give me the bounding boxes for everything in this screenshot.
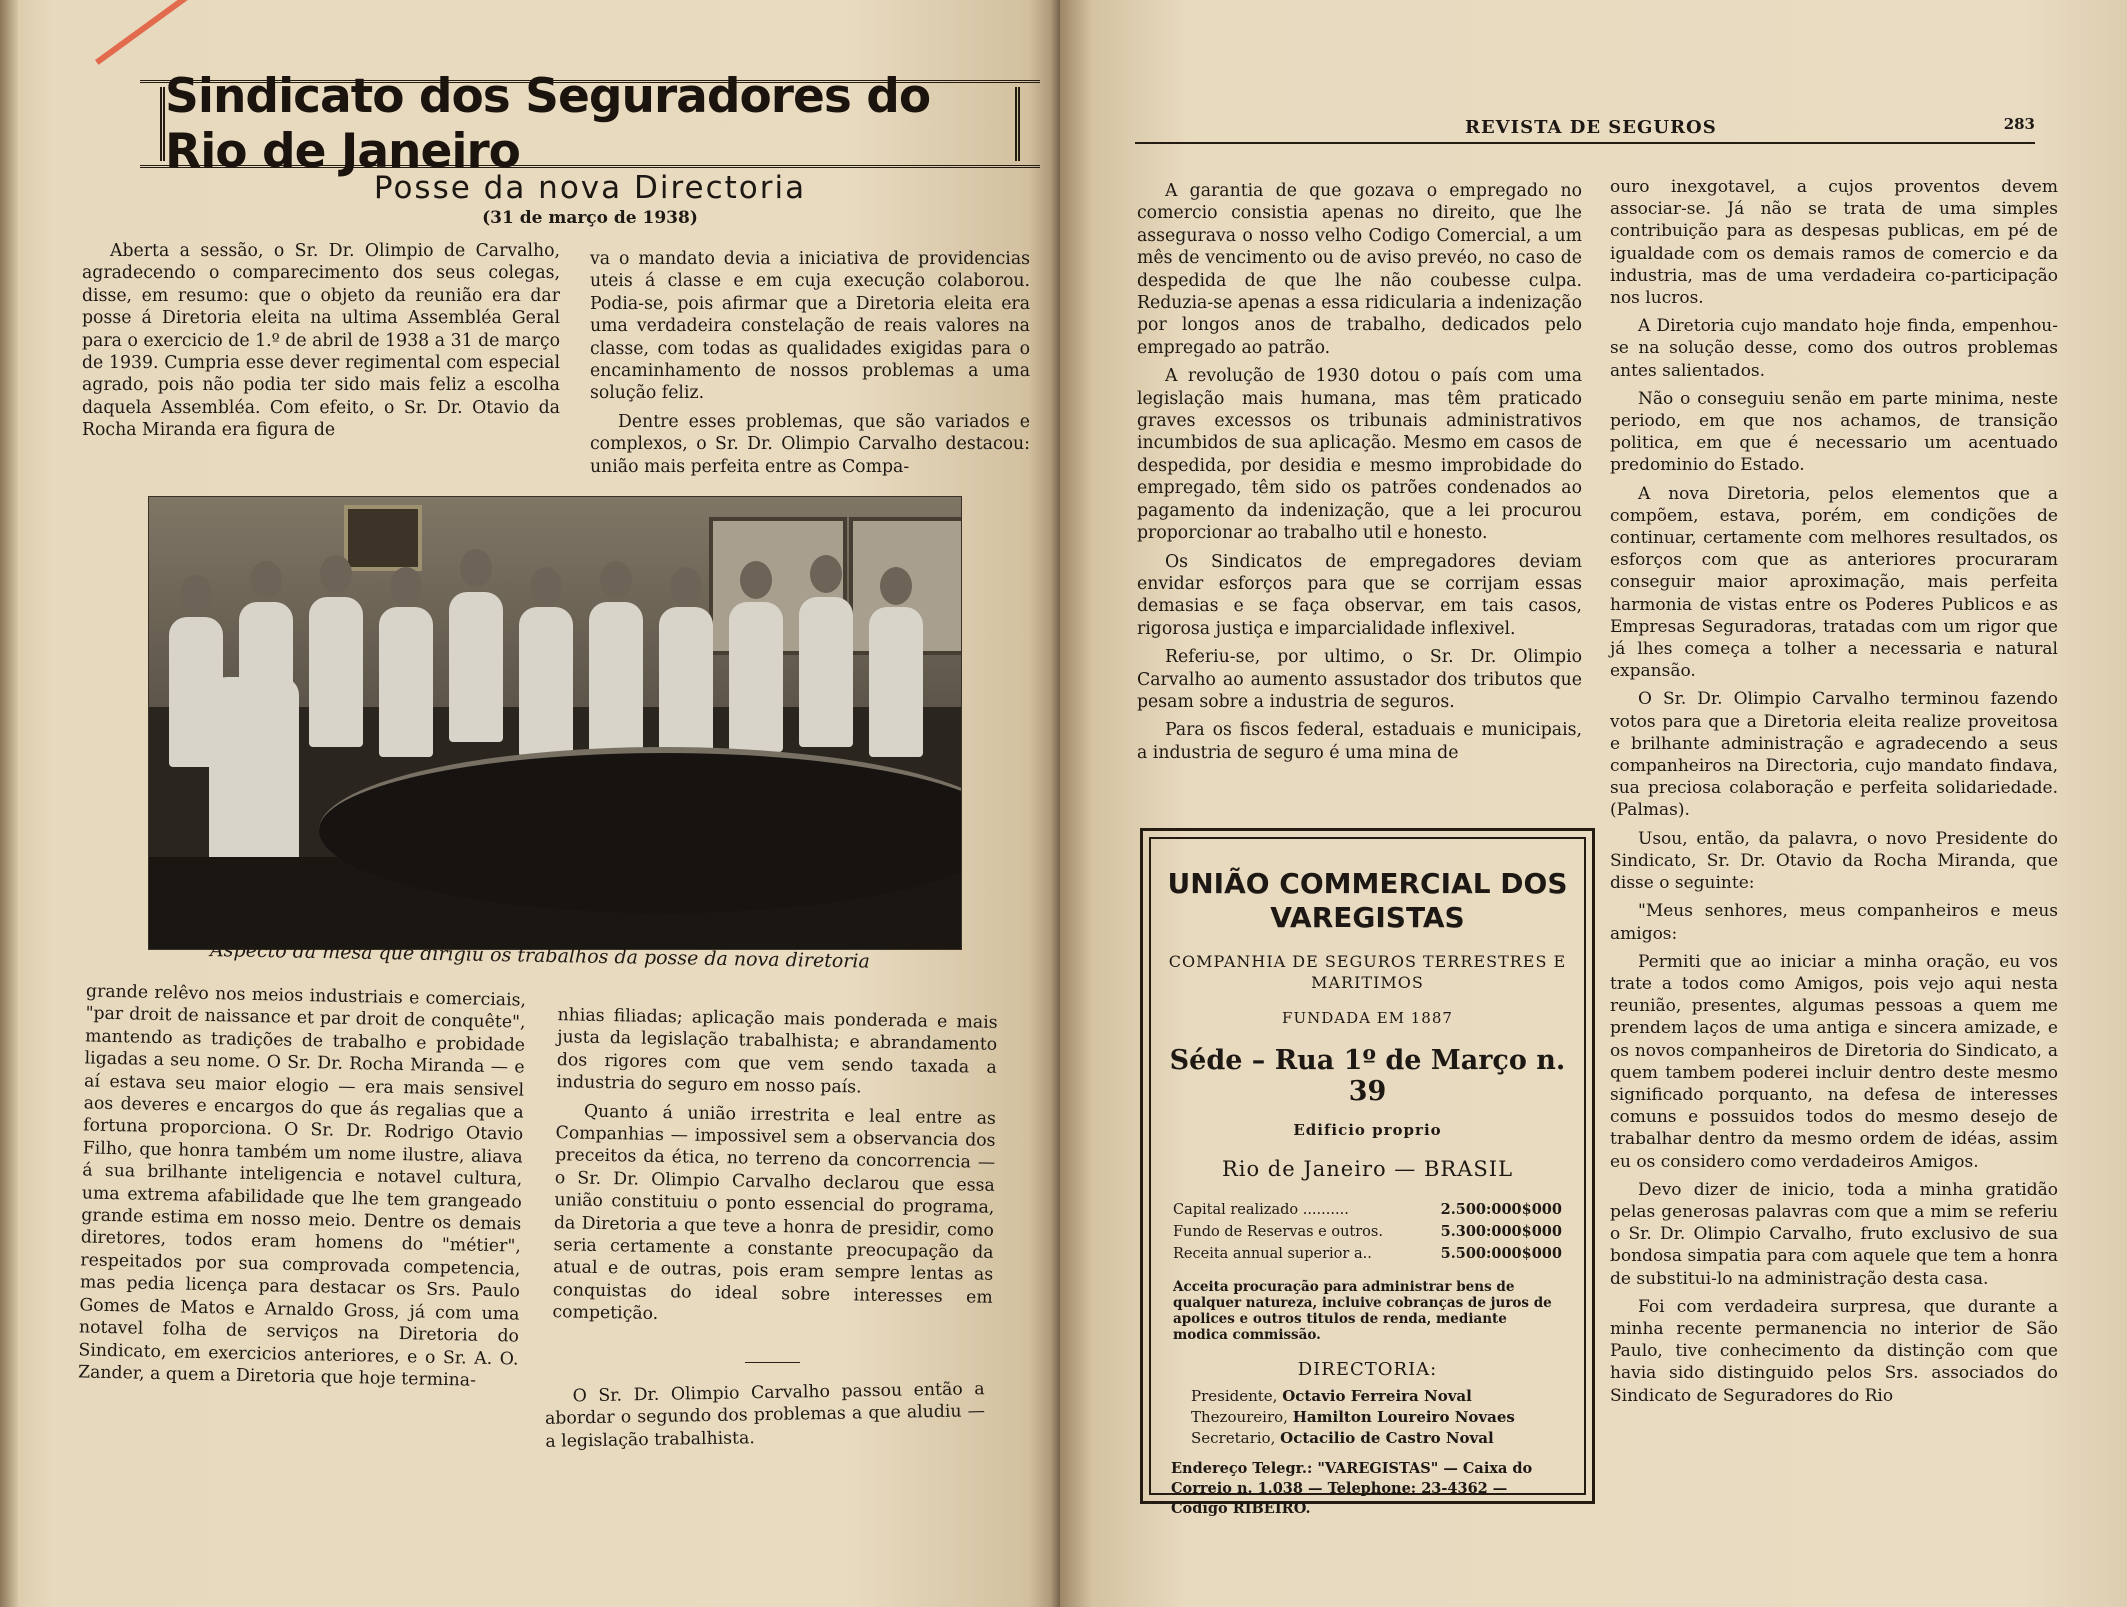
column-d-end xyxy=(544,1378,985,1453)
column-a xyxy=(82,240,560,442)
paragraph: A Diretoria cujo mandato hoje finda, empenhou-se na solução desse, como dos outros problemas antes salientados. xyxy=(1610,316,2058,381)
paragraph: Não o conseguiu senão em parte minima, neste periodo, em que nos achamos, de transição politica, em que é necessario um acentuado predominio do Estado. xyxy=(1610,388,2058,476)
paragraph: A garantia de que gozava o empregado no comercio consistia apenas no direito, que lhe assegurava o nosso velho Codigo Comercial, a um mês de vencimento ou de aviso prevéo, no caso de despedida de que lhe não coubesse culpa. Reduzia-se apenas a essa ridicularia a indenização por longos anos de trabalho, dedicados pelo empregado ao patrão. xyxy=(1137,181,1582,358)
column-e xyxy=(1137,180,1582,764)
finance-row: Capital realizado .......... 2.500:000$000 xyxy=(1173,1201,1562,1218)
paragraph: Devo dizer de inicio, toda a minha gratidão pelas generosas palavras com que a mim se referiu o Sr. Dr. Olimpio Carvalho, fruto exclusivo de sua bondosa simpatia para com aquele que tem a honra de substitui-lo na administração desta casa. xyxy=(1610,1179,2058,1289)
paragraph: Dentre esses problemas, que são variados e complexos, o Sr. Dr. Olimpio Carvalho destacou: união mais perfeita entre as Compa- xyxy=(590,411,1030,477)
page-number: 283 xyxy=(2003,115,2035,133)
paragraph: Aberta a sessão, o Sr. Dr. Olimpio de Carvalho, agradecendo o comparecimento dos seus colegas, disse, em resumo: que o objeto da reunião era dar posse á Diretoria eleita na ultima Assembléa Geral para o exercicio de 1.º de abril de 1938 a 31 de março de 1939. Cumpria esse dever regimental com especial agrado, pois não podia ter sido mais feliz a escolha daquela Assembléa. Com efeito, o Sr. Dr. Otavio da Rocha Miranda era figura de xyxy=(82,241,560,441)
finance-row: Fundo de Reservas e outros. 5.300:000$000 xyxy=(1173,1223,1562,1240)
paragraph: Referiu-se, por ultimo, o Sr. Dr. Olimpio Carvalho ao aumento assustador dos tributos que pesam sobre a industria de seguros. xyxy=(1137,647,1582,712)
ad-company-name: UNIÃO COMMERCIAL DOS VAREGISTAS xyxy=(1167,867,1568,934)
section-divider xyxy=(745,1362,800,1363)
ad-finance-table xyxy=(1173,1199,1562,1265)
group-photo xyxy=(148,496,962,950)
paragraph: nhias filiadas; aplicação mais ponderada e mais justa da legislação trabalhista; e abrandamento dos rigores com que vem sendo taxada a industria do seguro em nosso país. xyxy=(556,1005,998,1098)
ad-directory-title: DIRECTORIA: xyxy=(1297,1359,1438,1380)
banner-title: Sindicato dos Seguradores do Rio de Janeiro xyxy=(165,69,931,179)
running-title: REVISTA DE SEGUROS xyxy=(1465,117,1717,138)
running-head xyxy=(1135,112,2035,144)
ad-notice: Acceita procuração para administrar bens de qualquer natureza, incluive cobranças de juros de apolices e outros titulos de renda, mediante modica commissão. xyxy=(1173,1279,1552,1343)
paragraph: Permiti que ao iniciar a minha oração, eu vos trate a todos como Amigos, pois vejo aqui nesta reunião, presentes, algumas pessoas a quem me prendem laços de uma antiga e sincera amizade, e os novos companheiros de Diretoria do Sindicato, a quem tambem poderei incluir dentro deste mesmo significado porquanto, na defesa de interesses comuns e possuidos todos do mesmo desejo de trabalhar dentro da mesmo ordem de idéas, assim eu os considero como verdadeiros Amigos. xyxy=(1610,951,2058,1172)
paragraph: O Sr. Dr. Olimpio Carvalho terminou fazendo votos para que a Diretoria eleita realize proveitosa e brilhante administração e agradecendo a seus companheiros na Directoria, cujo mandato findava, sua preciosa colaboração e perfeita solidariedade. (Palmas). xyxy=(1610,689,2058,821)
insurance-advertisement xyxy=(1140,828,1595,1517)
paragraph: A nova Diretoria, pelos elementos que a compõem, estava, porém, em condições de continuar, certamente com melhores resultados, os esforços com que as anteriores procuraram conseguir maior aproximação, mais perfeita harmonia de vistas entre os Poderes Publicos e as Empresas Seguradoras, tratadas com um rigor que já lhes começa a tolher a necessaria e natural expansão. xyxy=(1610,483,2058,682)
ad-contact: Endereço Telegr.: "VAREGISTAS" — Caixa do Correio n. 1.038 — Telephone: 23-4362 — Codigo RIBEIRO. xyxy=(1171,1460,1533,1517)
director-row: Secretario, Octacilio de Castro Noval xyxy=(1191,1429,1494,1447)
finance-row: Receita annual superior a.. 5.500:000$000 xyxy=(1173,1245,1562,1262)
left-page xyxy=(0,0,1060,1607)
ad-city: Rio de Janeiro — BRASIL xyxy=(1221,1157,1514,1181)
paragraph: Para os fiscos federal, estaduais e municipais, a industria de seguro é uma mina de xyxy=(1137,720,1582,763)
ad-subtitle: COMPANHIA DE SEGUROS TERRESTRES E MARITIMOS xyxy=(1168,952,1567,992)
paragraph: va o mandato devia a iniciativa de providencias uteis á classe e em cuja execução colaborou. Podia-se, pois afirmar que a Diretoria eleita era uma verdadeira constelação de reais valores na classe, com todas as qualidades exigidas para o encaminhamento de nossos problemas a uma solução feliz. xyxy=(590,249,1030,404)
paragraph: Usou, então, da palavra, o novo Presidente do Sindicato, Sr. Dr. Otavio da Rocha Miranda, que disse o seguinte: xyxy=(1610,828,2058,894)
ad-directory-list xyxy=(1191,1386,1554,1449)
paragraph: "Meus senhores, meus companheiros e meus amigos: xyxy=(1610,901,2058,944)
director-row: Presidente, Octavio Ferreira Noval xyxy=(1191,1387,1472,1405)
paragraph: Foi com verdadeira surpresa, que durante a minha recente permanencia no interior de São Paulo, tive conhecimento da distinção com que havia sido distinguido pelos Srs. associados do Sindicato de Seguradores do Rio xyxy=(1610,1296,2058,1406)
ad-founded: FUNDADA EM 1887 xyxy=(1282,1009,1453,1027)
paragraph: A revolução de 1930 dotou o país com uma legislação mais humana, mas têm praticado graves excessos os tribunais administrativos incumbidos de sua aplicação. Mesmo em casos de despedida, por desidia e mesmo improbidade do empregado, têm sido os patrões condenados ao pagamento da indenização, que a lei procurou proporcionar ao trabalho util e honesto. xyxy=(1137,366,1582,544)
paragraph: Os Sindicatos de empregadores deviam envidar esforços para que se corrijam essas demasias e se faça observar, em tais casos, rigorosa justiça e imparcialidade inflexivel. xyxy=(1137,551,1582,639)
paragraph: O Sr. Dr. Olimpio Carvalho passou então a abordar o segundo dos problemas a que aludiu — a legislação trabalhista. xyxy=(544,1379,986,1452)
ad-building: Edificio proprio xyxy=(1293,1121,1442,1139)
paragraph: Quanto á união irrestrita e leal entre as Companhias — impossivel sem a observancia dos preceitos da ética, no terreno da concorrencia — o Sr. Dr. Olimpio Carvalho declarou que essa união constituiu o ponto essencial do programa, da Diretoria a que teve a honra de presidir, como seria certamente a constante preocupação da atual e de outras, pois eram sempre lentas as conquistas do ideal sobre interesses em competição. xyxy=(552,1101,997,1325)
page-edge xyxy=(0,0,18,1607)
wall-portrait xyxy=(344,505,422,571)
paragraph: ouro inexgotavel, a cujos proventos devem associar-se. Já não se trata de uma simples contribuição para as despesas publicas, em pé de igualdade com os demais ramos de comercio e da industria, mas de uma verdadeira co-participação nos lucros. xyxy=(1610,177,2058,309)
paragraph: grande relêvo nos meios industriais e comerciais, "par droit de naissance et par droit de conquête", mantendo as tradições de trabalho e probidade ligadas a seu nome. O Sr. Dr. Rocha Miranda — e aí estava seu maior elogio — era mais sensivel aos deveres e encargos do que ás regalias que a fortuna proporciona. O Sr. Dr. Rodrigo Otavio Filho, que honra também um nome ilustre, aliava á sua brilhante inteligencia e notavel cultura, uma extrema afabilidade que lhe tem grangeado grande estima em nosso meio. Dentre os demais diretores, todos eram homens do "métier", respeitados por sua comprovada competencia, mas pedia licença para destacar os Srs. Paulo Gomes de Matos e Arnaldo Gross, já com uma notavel folha de serviços na Diretoria do Sindicato, em exercicios anteriores, e o Sr. A. O. Zander, a quem a Diretoria que hoje termina- xyxy=(77,981,527,1391)
column-b xyxy=(590,248,1030,478)
column-c xyxy=(78,980,526,1392)
section-banner xyxy=(140,69,1040,179)
photo-caption: Aspecto da mesa que dirigiu os trabalhos da posse da nova diretoria xyxy=(209,939,870,973)
director-row: Thezoureiro, Hamilton Loureiro Novaes xyxy=(1191,1408,1515,1426)
column-f xyxy=(1610,176,2058,1407)
article-date: (31 de março de 1938) xyxy=(482,208,698,228)
article-title: Posse da nova Directoria xyxy=(373,170,807,206)
red-pencil-mark xyxy=(95,0,341,65)
ad-address: Séde – Rua 1º de Março n. 39 xyxy=(1169,1045,1566,1107)
column-d xyxy=(552,1004,998,1331)
